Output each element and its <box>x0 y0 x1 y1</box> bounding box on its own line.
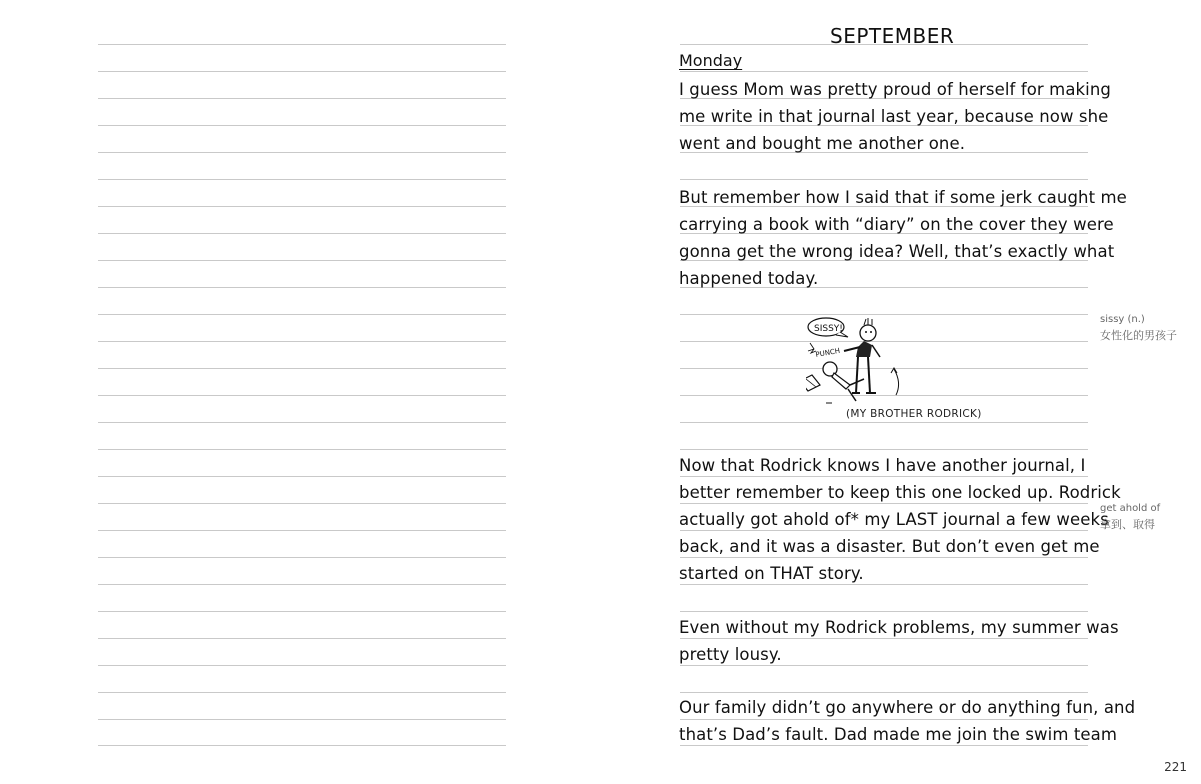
notebook-rule <box>98 314 506 315</box>
notebook-rule <box>680 179 1088 180</box>
speech-bubble-text: SISSY! <box>814 324 843 334</box>
notebook-rule <box>98 503 506 504</box>
right-page <box>600 0 1201 784</box>
notebook-rule <box>98 287 506 288</box>
notebook-rule <box>98 395 506 396</box>
journal-line: I guess Mom was pretty proud of herself for making <box>679 80 1112 99</box>
notebook-rule <box>98 476 506 477</box>
notebook-rule <box>98 638 506 639</box>
glossary-meaning: 女性化的男孩子 <box>1100 329 1177 342</box>
notebook-rule <box>680 584 1088 585</box>
notebook-rule <box>98 71 506 72</box>
journal-line: that’s Dad’s fault. Dad made me join the swim team <box>679 725 1118 744</box>
day-heading: Monday <box>679 51 743 70</box>
glossary-meaning: 拿到、取得 <box>1100 518 1155 531</box>
journal-line: But remember how I said that if some jerk caught me <box>679 188 1127 207</box>
notebook-rule <box>680 530 1088 531</box>
notebook-rule <box>680 71 1088 72</box>
notebook-rule <box>98 557 506 558</box>
journal-line: actually got ahold of* my LAST journal a few weeks <box>679 510 1109 529</box>
notebook-rule <box>98 692 506 693</box>
notebook-rule <box>98 152 506 153</box>
journal-line: started on THAT story. <box>679 564 864 583</box>
notebook-rule <box>680 692 1088 693</box>
notebook-rule <box>98 368 506 369</box>
journal-line: carrying a book with “diary” on the cover they were <box>679 215 1114 234</box>
journal-line: went and bought me another one. <box>679 134 966 153</box>
notebook-rule <box>98 449 506 450</box>
journal-line: better remember to keep this one locked up. Rodrick <box>679 483 1121 502</box>
left-page <box>0 0 600 784</box>
notebook-rule <box>98 611 506 612</box>
journal-line: Even without my Rodrick problems, my summer was <box>679 618 1119 637</box>
notebook-rule <box>98 719 506 720</box>
journal-line: Now that Rodrick knows I have another journal, I <box>679 456 1086 475</box>
illustration-caption: (MY BROTHER RODRICK) <box>846 408 982 420</box>
notebook-rule <box>680 449 1088 450</box>
notebook-rule <box>98 745 506 746</box>
notebook-rule <box>98 179 506 180</box>
notebook-rule <box>98 530 506 531</box>
notebook-rule <box>680 665 1088 666</box>
month-title: SEPTEMBER <box>830 24 955 48</box>
notebook-rule <box>98 665 506 666</box>
journal-line: me write in that journal last year, because now she <box>679 107 1109 126</box>
notebook-rule <box>98 422 506 423</box>
glossary-term: get ahold of <box>1100 503 1161 514</box>
notebook-rule <box>680 611 1088 612</box>
notebook-rule <box>98 98 506 99</box>
notebook-rule <box>98 341 506 342</box>
journal-line: back, and it was a disaster. But don’t even get me <box>679 537 1100 556</box>
glossary-term: sissy (n.) <box>1100 314 1145 325</box>
notebook-rule <box>680 503 1088 504</box>
notebook-rule <box>680 557 1088 558</box>
page-number: 221 <box>1164 760 1187 774</box>
sound-effect-text: PUNCH <box>814 346 841 359</box>
notebook-rule <box>98 125 506 126</box>
notebook-rule <box>98 206 506 207</box>
notebook-rule <box>680 745 1088 746</box>
rodrick-punch-illustration <box>806 313 986 423</box>
notebook-rule <box>98 260 506 261</box>
notebook-rule <box>98 584 506 585</box>
notebook-rule <box>98 233 506 234</box>
journal-line: happened today. <box>679 269 819 288</box>
notebook-rule <box>680 719 1088 720</box>
notebook-rule <box>680 638 1088 639</box>
journal-line: Our family didn’t go anywhere or do anything fun, and <box>679 698 1136 717</box>
notebook-rule <box>680 476 1088 477</box>
journal-line: pretty lousy. <box>679 645 782 664</box>
notebook-rule <box>98 44 506 45</box>
journal-line: gonna get the wrong idea? Well, that’s exactly what <box>679 242 1115 261</box>
